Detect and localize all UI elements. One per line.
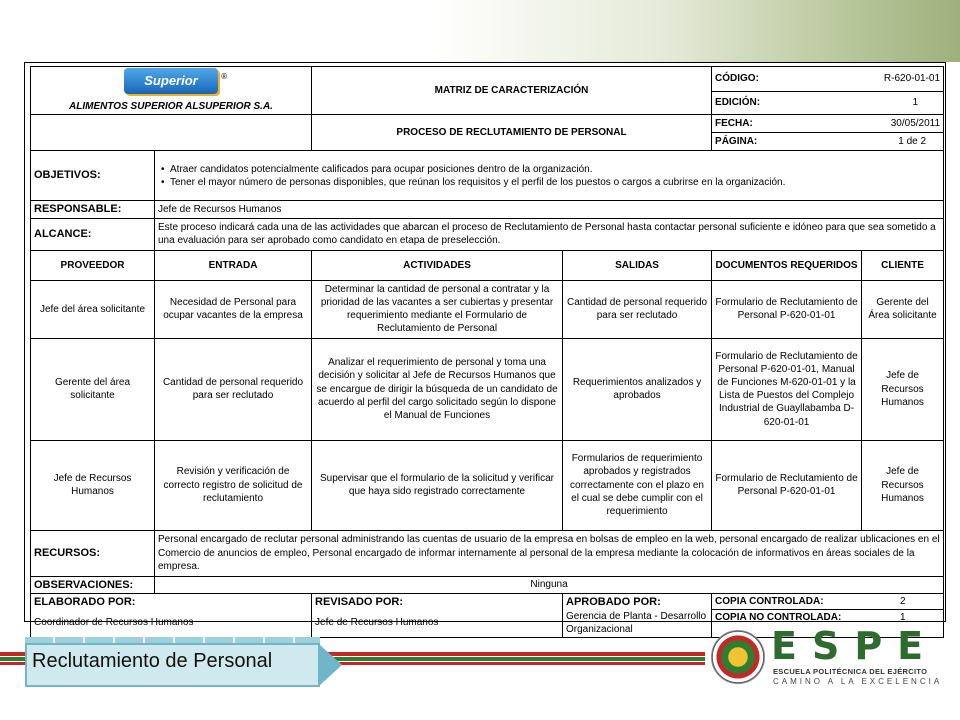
cell-salidas: Requerimientos analizados y aprobados (563, 338, 712, 440)
responsable-value: Jefe de Recursos Humanos (155, 201, 944, 219)
espe-logo (705, 626, 945, 692)
company-name: ALIMENTOS SUPERIOR ALSUPERIOR S.A. (69, 101, 273, 112)
objetivo-item: • Atraer candidatos potencialmente calificados para ocupar posiciones dentro de la organización. (170, 163, 940, 176)
col-header-documentos: DOCUMENTOS REQUERIDOS (712, 250, 862, 280)
company-header (31, 67, 312, 115)
slide-title: Reclutamiento de Personal (32, 650, 273, 672)
espe-seal-icon (711, 630, 765, 684)
characterization-matrix (30, 66, 944, 638)
cell-cliente: Gerente del Área solicitante (862, 280, 944, 338)
observaciones-value: Ninguna (155, 576, 944, 594)
cell-actividades: Determinar la cantidad de personal a contratar y la prioridad de las vacantes a ser cubiertas y presentar requerimiento mediante el Formulario de Reclutamiento de Personal (312, 280, 563, 338)
cell-documentos: Formulario de Reclutamiento de Personal P-620-01-01 (712, 280, 862, 338)
objetivo-item: • Tener el mayor número de personas disponibles, que reúnan los requisitos y el perfil de los puestos o cargos a cubrirse en la organización. (170, 176, 940, 189)
table-row (31, 338, 944, 440)
col-header-proveedor: PROVEEDOR (31, 250, 155, 280)
responsable-label: RESPONSABLE: (31, 201, 155, 219)
cell-proveedor: Jefe de Recursos Humanos (31, 440, 155, 530)
revisado-por: REVISADO POR: Jefe de Recursos Humanos (312, 594, 563, 638)
table-row (31, 280, 944, 338)
cell-actividades: Supervisar que el formulario de la solicitud y verificar que haya sido registrado correctamente (312, 440, 563, 530)
cell-cliente: Jefe de Recursos Humanos (862, 440, 944, 530)
alcance-value: Este proceso indicará cada una de las actividades que abarcan el proceso de Reclutamiento de Personal hasta contactar personal suficiente e idóneo para que sea sometido a una evaluación para ser aprobado como candidato en etapa de preselección. (155, 218, 944, 250)
process-title: PROCESO DE RECLUTAMIENTO DE PERSONAL (312, 115, 712, 151)
col-header-salidas: SALIDAS (563, 250, 712, 280)
elaborado-por: ELABORADO POR: Coordinador de Recursos Humanos (31, 594, 312, 638)
aprobado-por: APROBADO POR: Gerencia de Planta - Desarrollo Organizacional (563, 594, 712, 638)
cell-proveedor: Gerente del área solicitante (31, 338, 155, 440)
cell-cliente: Jefe de Recursos Humanos (862, 338, 944, 440)
objetivos-label: OBJETIVOS: (31, 151, 155, 201)
objetivos-list (155, 151, 944, 201)
cell-actividades: Analizar el requerimiento de personal y toma una decisión y solicitar al Jefe de Recursos Humanos que se encargue de dirigir la búsqueda de un candidato de acuerdo al perfil del cargo solicitado según lo dispone el Manual de Funciones (312, 338, 563, 440)
copias: COPIA CONTROLADA: 2 COPIA NO CONTROLADA: 1 (712, 594, 944, 638)
meta-codigo: CÓDIGO: R-620-01-01 (712, 67, 944, 92)
col-header-entrada: ENTRADA (155, 250, 312, 280)
cell-entrada: Revisión y verificación de correcto registro de solicitud de reclutamiento (155, 440, 312, 530)
meta-fecha: FECHA: 30/05/2011 (712, 115, 944, 133)
cell-documentos: Formulario de Reclutamiento de Personal P-620-01-01 (712, 440, 862, 530)
top-gradient-band (0, 0, 960, 62)
col-header-cliente: CLIENTE (862, 250, 944, 280)
espe-wordmark: ESPE (771, 624, 939, 668)
cell-entrada: Necesidad de Personal para ocupar vacantes de la empresa (155, 280, 312, 338)
matrix-title: MATRIZ DE CARACTERIZACIÓN (312, 67, 712, 115)
espe-subtitle: ESCUELA POLITÉCNICA DEL EJÉRCITO (773, 667, 928, 676)
espe-motto: CAMINO A LA EXCELENCIA (773, 677, 943, 686)
superior-logo: Superior ® (124, 68, 218, 94)
alcance-label: ALCANCE: (31, 218, 155, 250)
cell-proveedor: Jefe del área solicitante (31, 280, 155, 338)
cell-entrada: Cantidad de personal requerido para ser reclutado (155, 338, 312, 440)
observaciones-label: OBSERVACIONES: (31, 576, 155, 594)
recursos-value: Personal encargado de reclutar personal administrando las cuentas de usuario de la empresa en bolsas de empleo en la web, personal encargado de realizar ublicaciones en el Comercio de anuncios de empleo, Personal encargado de informar internamente al personal de la empresa mediante la colocación de informativos en áreas sociales de la empresa. (155, 530, 944, 576)
cell-salidas: Formularios de requerimiento aprobados y registrados correctamente con el plazo en el cual se debe cumplir con el requerimiento (563, 440, 712, 530)
recursos-label: RECURSOS: (31, 530, 155, 576)
col-header-actividades: ACTIVIDADES (312, 250, 563, 280)
cell-documentos: Formulario de Reclutamiento de Personal P-620-01-01, Manual de Funciones M-620-01-01 y la Lista de Puestos del Complejo Industrial de Guayllabamba D-620-01-01 (712, 338, 862, 440)
meta-edicion: EDICIÓN: 1 (712, 91, 944, 114)
banner-arrow-icon (320, 645, 342, 685)
meta-pagina: PÁGINA: 1 de 2 (712, 133, 944, 151)
cell-salidas: Cantidad de personal requerido para ser reclutado (563, 280, 712, 338)
table-row (31, 440, 944, 530)
